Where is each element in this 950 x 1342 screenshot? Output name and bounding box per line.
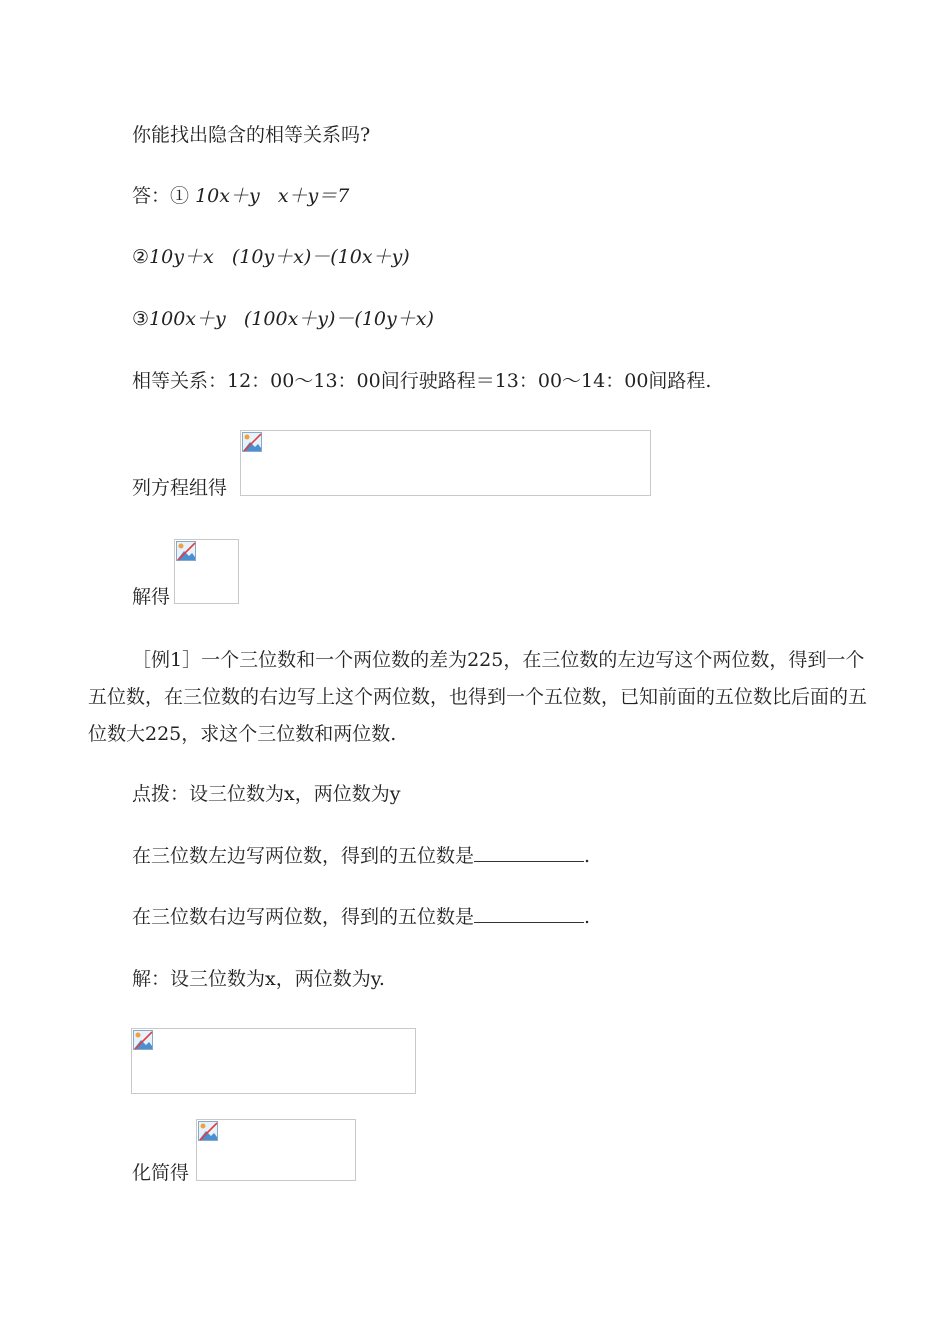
simplify-label: 化简得 xyxy=(132,1162,190,1184)
answer-row-2 xyxy=(132,244,410,270)
solve-label: 解得 xyxy=(132,586,171,608)
expr-3b: (100x＋y)－(10y＋x) xyxy=(243,308,434,330)
example-1-text: ［例1］一个三位数和一个两位数的差为225，在三位数的左边写这个两位数，得到一个五位数，在三位数的右边写上这个两位数，也得到一个五位数，已知前面的五位数比后面的五位数大225，求这个三位数和两位数. xyxy=(88,649,868,745)
answer-prefix: 答： xyxy=(132,185,171,207)
broken-image-icon xyxy=(176,541,196,561)
answer-row-1 xyxy=(132,183,349,209)
simplified-image xyxy=(196,1119,356,1181)
expr-1b: x＋y＝7 xyxy=(277,185,350,207)
solution-image xyxy=(174,539,239,604)
solution-text: 解：设三位数为x，两位数为y. xyxy=(132,968,385,990)
expr-3a: 100x＋y xyxy=(149,308,226,330)
circled-number-2: ② xyxy=(132,246,150,268)
left-write-text: 在三位数左边写两位数，得到的五位数是 xyxy=(132,845,475,867)
example-1-paragraph xyxy=(88,642,878,753)
equal-relation-text: 相等关系：12：00～13：00间行驶路程＝13：00～14：00间路程. xyxy=(132,370,712,392)
left-write-line xyxy=(132,843,590,869)
equation-image xyxy=(131,1028,416,1094)
blank-end-1: . xyxy=(584,845,591,867)
answer-blank-1[interactable] xyxy=(474,843,584,862)
broken-image-icon xyxy=(242,432,262,452)
hint-text: 点拨：设三位数为x，两位数为y xyxy=(132,783,401,805)
equation-system-image xyxy=(240,430,651,496)
broken-image-icon xyxy=(133,1030,153,1050)
expr-1a: 10x＋y xyxy=(195,185,260,207)
list-equations-label: 列方程组得 xyxy=(132,477,228,499)
answer-row-3 xyxy=(132,306,434,332)
answer-blank-2[interactable] xyxy=(474,904,584,923)
broken-image-icon xyxy=(198,1121,218,1141)
circled-number-3: ③ xyxy=(132,308,150,330)
blank-end-2: . xyxy=(584,906,591,928)
right-write-line xyxy=(132,904,590,930)
expr-2a: 10y＋x xyxy=(149,246,214,268)
expr-2b: (10y＋x)－(10x＋y) xyxy=(231,246,410,268)
question-text: 你能找出隐含的相等关系吗? xyxy=(132,124,371,146)
circled-number-1: ① xyxy=(170,185,190,207)
right-write-text: 在三位数右边写两位数，得到的五位数是 xyxy=(132,906,475,928)
